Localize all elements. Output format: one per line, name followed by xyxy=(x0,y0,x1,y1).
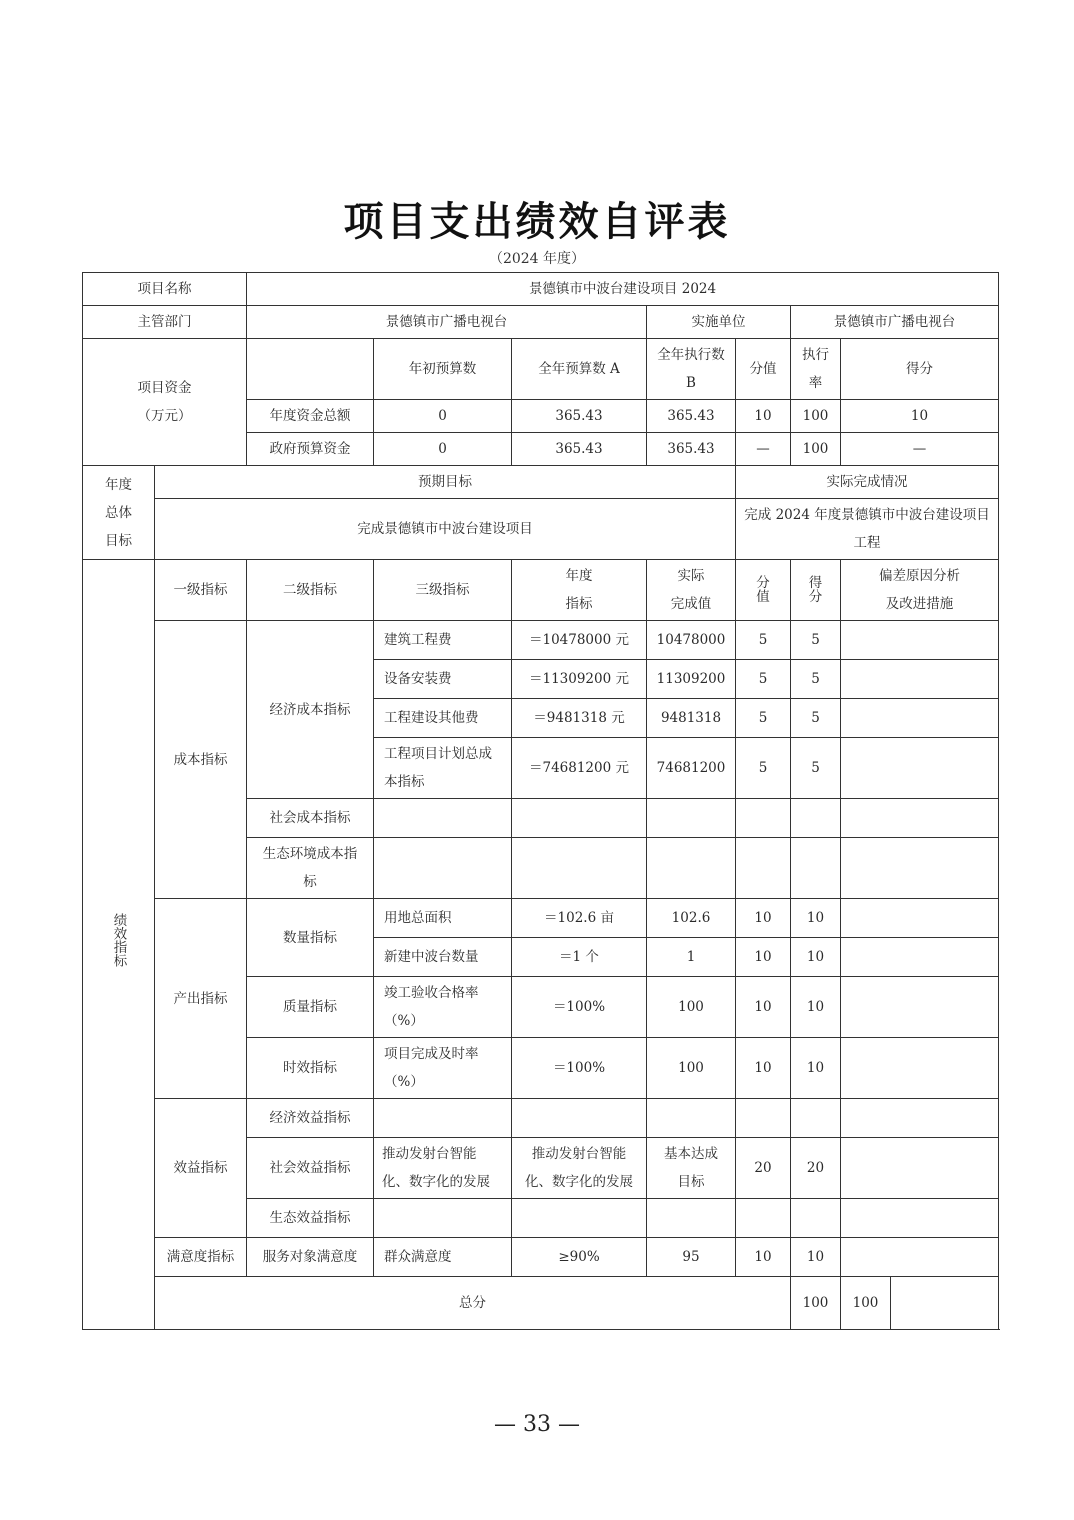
empty-cell xyxy=(736,799,791,838)
actual-completion-header: 实际完成情况 xyxy=(736,466,999,499)
indicator-value: 5 xyxy=(736,660,791,699)
total-value: 100 xyxy=(791,1277,841,1330)
funds-score: — xyxy=(841,433,999,466)
indicator-value: 10 xyxy=(736,977,791,1038)
empty-cell xyxy=(841,1099,999,1138)
empty-cell xyxy=(647,1099,736,1138)
empty-cell xyxy=(512,1199,647,1238)
performance-indicators-label xyxy=(83,560,155,1330)
project-name-value: 景德镇市中波台建设项目 2024 xyxy=(247,273,999,306)
empty-cell xyxy=(791,1199,841,1238)
actual-value-header: 实际 完成值 xyxy=(647,560,736,621)
indicator-actual: 95 xyxy=(647,1238,736,1277)
score-value-header: 分 值 xyxy=(736,560,791,621)
indicator-score: 5 xyxy=(791,621,841,660)
deviation-header: 偏差原因分析 及改进措施 xyxy=(841,560,999,621)
indicator-deviation xyxy=(841,660,999,699)
total-deviation xyxy=(891,1277,999,1330)
satisfaction-indicator-label: 满意度指标 xyxy=(155,1238,247,1277)
level3-header: 三级指标 xyxy=(374,560,512,621)
annual-target-header: 年度 指标 xyxy=(512,560,647,621)
empty-cell xyxy=(647,1199,736,1238)
empty-cell xyxy=(841,1199,999,1238)
indicator-score: 5 xyxy=(791,660,841,699)
total-score: 100 xyxy=(841,1277,891,1330)
indicator-score: 5 xyxy=(791,699,841,738)
funds-row-label: 政府预算资金 xyxy=(247,433,374,466)
funds-empty-header xyxy=(247,339,374,400)
level1-header: 一级指标 xyxy=(155,560,247,621)
empty-cell xyxy=(647,838,736,899)
indicator-actual: 11309200 xyxy=(647,660,736,699)
quantity-indicator-label: 数量指标 xyxy=(247,899,374,977)
indicator-name: 项目完成及时率 （%） xyxy=(374,1038,512,1099)
funds-initial: 0 xyxy=(374,400,512,433)
funds-header-rate: 执行 率 xyxy=(791,339,841,400)
table-row xyxy=(83,1099,999,1138)
indicator-deviation xyxy=(841,738,999,799)
empty-cell xyxy=(736,1099,791,1138)
department-row xyxy=(83,306,999,339)
indicator-name: 推动发射台智能 化、数字化的发展 xyxy=(374,1138,512,1199)
indicator-deviation xyxy=(841,1038,999,1099)
implementer-label: 实施单位 xyxy=(647,306,791,339)
funds-annual: 365.43 xyxy=(512,400,647,433)
self-evaluation-table xyxy=(82,272,999,1330)
indicator-name: 群众满意度 xyxy=(374,1238,512,1277)
project-name-row xyxy=(83,273,999,306)
service-satisfaction-label: 服务对象满意度 xyxy=(247,1238,374,1277)
indicator-target: ＝10478000 元 xyxy=(512,621,647,660)
indicator-deviation xyxy=(841,977,999,1038)
department-value: 景德镇市广播电视台 xyxy=(247,306,647,339)
total-label: 总分 xyxy=(155,1277,791,1330)
empty-cell xyxy=(791,1099,841,1138)
indicator-actual: 1 xyxy=(647,938,736,977)
eco-benefit-label: 生态效益指标 xyxy=(247,1199,374,1238)
expected-goal-header: 预期目标 xyxy=(155,466,736,499)
funds-label xyxy=(83,339,247,466)
indicator-value: 5 xyxy=(736,738,791,799)
implementer-value: 景德镇市广播电视台 xyxy=(791,306,999,339)
year-subtitle: （2024 年度） xyxy=(488,251,586,267)
indicator-value: 10 xyxy=(736,1238,791,1277)
social-benefit-label: 社会效益指标 xyxy=(247,1138,374,1199)
indicator-value: 10 xyxy=(736,1038,791,1099)
goals-label: 年度 总体 目标 xyxy=(83,466,155,560)
indicator-name: 建筑工程费 xyxy=(374,621,512,660)
indicator-score: 10 xyxy=(791,938,841,977)
benefit-indicator-label: 效益指标 xyxy=(155,1099,247,1238)
funds-header-initial: 年初预算数 xyxy=(374,339,512,400)
funds-label-line1: 项目资金 xyxy=(137,380,192,396)
empty-cell xyxy=(791,838,841,899)
funds-header-annual: 全年预算数 A xyxy=(512,339,647,400)
project-name-label: 项目名称 xyxy=(83,273,247,306)
funds-executed: 365.43 xyxy=(647,400,736,433)
indicator-score: 10 xyxy=(791,899,841,938)
indicator-actual: 100 xyxy=(647,977,736,1038)
total-row xyxy=(83,1277,999,1330)
indicator-actual: 74681200 xyxy=(647,738,736,799)
timeliness-indicator-label: 时效指标 xyxy=(247,1038,374,1099)
table-row xyxy=(83,899,999,938)
empty-cell xyxy=(512,1099,647,1138)
empty-cell xyxy=(374,838,512,899)
indicator-name: 设备安装费 xyxy=(374,660,512,699)
indicator-deviation xyxy=(841,899,999,938)
indicator-value: 10 xyxy=(736,938,791,977)
indicator-target: ＝74681200 元 xyxy=(512,738,647,799)
indicator-score: 10 xyxy=(791,1038,841,1099)
funds-header-executed: 全年执行数 B xyxy=(647,339,736,400)
indicator-actual: 基本达成 目标 xyxy=(647,1138,736,1199)
indicator-target: ＝102.6 亩 xyxy=(512,899,647,938)
funds-score: 10 xyxy=(841,400,999,433)
indicator-name: 工程建设其他费 xyxy=(374,699,512,738)
indicator-value: 10 xyxy=(736,899,791,938)
indicator-target: ＝1 个 xyxy=(512,938,647,977)
funds-header-row xyxy=(83,339,999,400)
indicator-deviation xyxy=(841,1238,999,1277)
performance-indicators-text: 绩效指标 xyxy=(110,912,127,967)
indicator-value: 5 xyxy=(736,699,791,738)
goals-content-row xyxy=(83,499,999,560)
indicator-name: 竣工验收合格率 （%） xyxy=(374,977,512,1038)
indicator-score: 10 xyxy=(791,977,841,1038)
indicator-actual: 100 xyxy=(647,1038,736,1099)
page-number: — 33 — xyxy=(494,1412,580,1437)
funds-header-score: 得分 xyxy=(841,339,999,400)
empty-cell xyxy=(841,799,999,838)
expected-goal: 完成景德镇市中波台建设项目 xyxy=(155,499,736,560)
empty-cell xyxy=(736,838,791,899)
cost-indicator-label: 成本指标 xyxy=(155,621,247,899)
funds-score-value: — xyxy=(736,433,791,466)
indicator-score: 5 xyxy=(791,738,841,799)
goals-header-row xyxy=(83,466,999,499)
table-row xyxy=(83,1238,999,1277)
social-cost-label: 社会成本指标 xyxy=(247,799,374,838)
indicator-deviation xyxy=(841,621,999,660)
indicator-target: ＝100% xyxy=(512,1038,647,1099)
funds-label-line2: （万元） xyxy=(137,408,192,424)
page-title: 项目支出绩效自评表 xyxy=(343,199,731,245)
empty-cell xyxy=(374,799,512,838)
economic-cost-label: 经济成本指标 xyxy=(247,621,374,799)
indicator-value: 5 xyxy=(736,621,791,660)
indicators-header-row xyxy=(83,560,999,621)
output-indicator-label: 产出指标 xyxy=(155,899,247,1099)
funds-initial: 0 xyxy=(374,433,512,466)
empty-cell xyxy=(374,1099,512,1138)
level2-header: 二级指标 xyxy=(247,560,374,621)
funds-rate: 100 xyxy=(791,400,841,433)
department-label: 主管部门 xyxy=(83,306,247,339)
empty-cell xyxy=(512,799,647,838)
funds-header-score-value: 分值 xyxy=(736,339,791,400)
funds-rate: 100 xyxy=(791,433,841,466)
quality-indicator-label: 质量指标 xyxy=(247,977,374,1038)
funds-executed: 365.43 xyxy=(647,433,736,466)
economic-benefit-label: 经济效益指标 xyxy=(247,1099,374,1138)
empty-cell xyxy=(512,838,647,899)
indicator-name: 新建中波台数量 xyxy=(374,938,512,977)
indicator-target: ＝11309200 元 xyxy=(512,660,647,699)
actual-completion: 完成 2024 年度景德镇市中波台建设项目工程 xyxy=(736,499,999,560)
indicator-deviation xyxy=(841,699,999,738)
indicator-name: 用地总面积 xyxy=(374,899,512,938)
eco-cost-label: 生态环境成本指 标 xyxy=(247,838,374,899)
indicator-target: ＝100% xyxy=(512,977,647,1038)
indicator-target: 推动发射台智能 化、数字化的发展 xyxy=(512,1138,647,1199)
empty-cell xyxy=(791,799,841,838)
indicator-target: ＝9481318 元 xyxy=(512,699,647,738)
indicator-target: ≥90% xyxy=(512,1238,647,1277)
indicator-deviation xyxy=(841,1138,999,1199)
empty-cell xyxy=(374,1199,512,1238)
funds-row-label: 年度资金总额 xyxy=(247,400,374,433)
indicator-name: 工程项目计划总成 本指标 xyxy=(374,738,512,799)
indicator-value: 20 xyxy=(736,1138,791,1199)
table-row xyxy=(83,621,999,660)
funds-score-value: 10 xyxy=(736,400,791,433)
empty-cell xyxy=(841,838,999,899)
empty-cell xyxy=(647,799,736,838)
indicator-actual: 10478000 xyxy=(647,621,736,660)
indicator-deviation xyxy=(841,938,999,977)
indicator-actual: 9481318 xyxy=(647,699,736,738)
score-header: 得 分 xyxy=(791,560,841,621)
indicator-score: 20 xyxy=(791,1138,841,1199)
indicator-score: 10 xyxy=(791,1238,841,1277)
empty-cell xyxy=(736,1199,791,1238)
indicator-actual: 102.6 xyxy=(647,899,736,938)
funds-annual: 365.43 xyxy=(512,433,647,466)
